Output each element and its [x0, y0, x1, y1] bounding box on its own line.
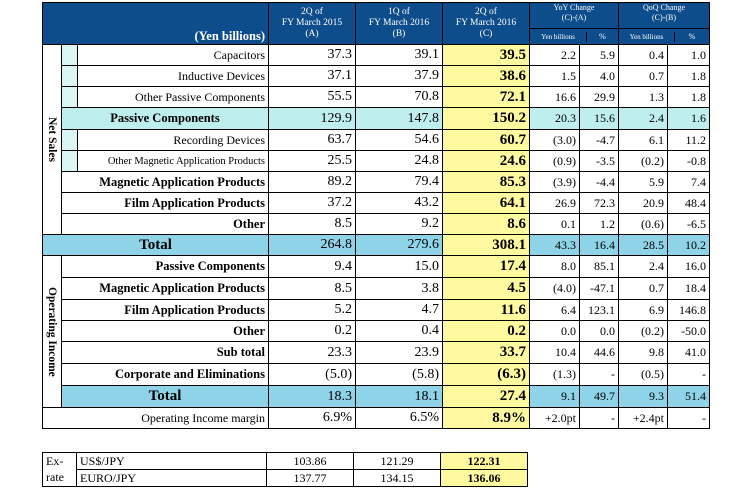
- qoq-percent: 1.0: [668, 45, 710, 66]
- qoq-value: 0.7: [619, 66, 668, 87]
- operating-income-row: [43, 321, 710, 342]
- net-sales-row: [43, 66, 710, 87]
- net-sales-row: [43, 87, 710, 108]
- net-sales-row: [43, 214, 710, 235]
- row-label: Inductive Devices: [78, 66, 269, 87]
- row-label: Passive Components: [62, 108, 269, 130]
- yoy-percent: 16.4: [580, 235, 619, 256]
- row-label: Other: [62, 214, 269, 235]
- qoq-percent: -50.0: [668, 321, 710, 342]
- value-c: 64.1: [443, 193, 530, 214]
- yoy-value: 0.0: [530, 321, 580, 342]
- value-a: 18.3: [269, 386, 356, 408]
- indent-cell: [62, 45, 78, 66]
- net-sales-row: [43, 193, 710, 214]
- value-b: (5.8): [356, 364, 443, 386]
- qoq-value: 2.4: [619, 108, 668, 130]
- exchange-value-c: 136.06: [441, 470, 528, 487]
- qoq-percent: 1.6: [668, 108, 710, 130]
- value-b: 39.1: [356, 45, 443, 66]
- row-label: Total: [43, 235, 269, 256]
- indent-cell: [62, 66, 78, 87]
- operating-income-row: [43, 342, 710, 364]
- yoy-unit: Yen billions: [530, 32, 587, 42]
- yoy-percent: -4.4: [580, 172, 619, 193]
- yoy-value: 8.0: [530, 256, 580, 278]
- col-c-line2: FY March 2016: [455, 18, 517, 28]
- yoy-percent: -: [580, 364, 619, 386]
- value-b: 37.9: [356, 66, 443, 87]
- exchange-value-a: 137.77: [267, 470, 354, 487]
- qoq-percent: -0.8: [668, 151, 710, 172]
- value-c: (6.3): [443, 364, 530, 386]
- operating-income-total-row: [43, 386, 710, 408]
- yoy-percent: 123.1: [580, 300, 619, 321]
- yoy-percent: -3.5: [580, 151, 619, 172]
- indent-cell: [62, 87, 78, 108]
- value-a: 23.3: [269, 342, 356, 364]
- row-label: Magnetic Application Products: [62, 172, 269, 193]
- qoq-value: 6.1: [619, 130, 668, 151]
- value-c: 4.5: [443, 278, 530, 300]
- value-a: 8.5: [269, 214, 356, 235]
- value-a: 37.3: [269, 45, 356, 66]
- yoy-value: (1.3): [530, 364, 580, 386]
- row-label: Total: [62, 386, 269, 408]
- exchange-label: US$/JPY: [77, 453, 267, 470]
- yoy-percent: 72.3: [580, 193, 619, 214]
- yoy-value: 2.2: [530, 45, 580, 66]
- qoq-value: (0.2): [619, 151, 668, 172]
- qoq-pct: %: [688, 31, 696, 41]
- col-a-line2: FY March 2015: [281, 18, 343, 28]
- yoy-header: [530, 3, 619, 45]
- yoy-value: 20.3: [530, 108, 580, 130]
- exchange-value-b: 121.29: [354, 453, 441, 470]
- operating-income-section-label: Operating Income: [43, 256, 62, 408]
- value-b: 54.6: [356, 130, 443, 151]
- qoq-unit: Yen billions: [619, 32, 675, 42]
- operating-income-row: [43, 278, 710, 300]
- yoy-percent: 29.9: [580, 87, 619, 108]
- unit-label: (Yen billions): [43, 3, 269, 45]
- yoy-percent: -4.7: [580, 130, 619, 151]
- yoy-value: 43.3: [530, 235, 580, 256]
- row-label: Film Application Products: [62, 300, 269, 321]
- value-c: 39.5: [443, 45, 530, 66]
- yoy-title: YoY Change: [553, 3, 595, 12]
- qoq-percent: 41.0: [668, 342, 710, 364]
- row-label: Recording Devices: [78, 130, 269, 151]
- value-a: 129.9: [269, 108, 356, 130]
- yoy-percent: 1.2: [580, 214, 619, 235]
- indent-cell: [62, 151, 78, 172]
- operating-margin-row: [43, 408, 710, 429]
- col-c-header: [443, 3, 530, 45]
- qoq-percent: -: [668, 364, 710, 386]
- yoy-percent: -: [580, 408, 619, 429]
- row-label: Sub total: [62, 342, 269, 364]
- qoq-percent: 146.8: [668, 300, 710, 321]
- value-b: 70.8: [356, 87, 443, 108]
- yoy-value: (0.9): [530, 151, 580, 172]
- value-b: 9.2: [356, 214, 443, 235]
- value-b: 3.8: [356, 278, 443, 300]
- qoq-percent: 1.8: [668, 66, 710, 87]
- value-b: 0.4: [356, 321, 443, 342]
- value-b: 147.8: [356, 108, 443, 130]
- yoy-percent: 44.6: [580, 342, 619, 364]
- financial-table-wrapper: [42, 2, 710, 429]
- yoy-value: 10.4: [530, 342, 580, 364]
- net-sales-row: [43, 130, 710, 151]
- col-a-line3: (A): [305, 29, 319, 39]
- qoq-formula: (C)-(B): [652, 13, 676, 22]
- yoy-value: (3.0): [530, 130, 580, 151]
- qoq-value: 1.3: [619, 87, 668, 108]
- value-b: 79.4: [356, 172, 443, 193]
- exchange-value-b: 134.15: [354, 470, 441, 487]
- value-a: 6.9%: [269, 408, 356, 429]
- yoy-value: (4.0): [530, 278, 580, 300]
- yoy-pct: %: [599, 31, 606, 41]
- value-b: 18.1: [356, 386, 443, 408]
- value-c: 11.6: [443, 300, 530, 321]
- yoy-percent: -47.1: [580, 278, 619, 300]
- value-c: 72.1: [443, 87, 530, 108]
- row-label: Other Magnetic Application Products: [78, 151, 269, 172]
- qoq-value: 0.7: [619, 278, 668, 300]
- net-sales-row: [43, 108, 710, 130]
- row-label: Film Application Products: [62, 193, 269, 214]
- row-label: Capacitors: [78, 45, 269, 66]
- qoq-percent: 48.4: [668, 193, 710, 214]
- qoq-percent: 1.8: [668, 87, 710, 108]
- yoy-value: 16.6: [530, 87, 580, 108]
- col-b-line2: FY March 2016: [368, 18, 430, 28]
- col-a-header: [269, 3, 356, 45]
- value-c: 38.6: [443, 66, 530, 87]
- qoq-value: 2.4: [619, 256, 668, 278]
- qoq-percent: 10.2: [668, 235, 710, 256]
- value-c: 308.1: [443, 235, 530, 256]
- value-a: 55.5: [269, 87, 356, 108]
- qoq-percent: -6.5: [668, 214, 710, 235]
- exchange-value-a: 103.86: [267, 453, 354, 470]
- value-b: 279.6: [356, 235, 443, 256]
- col-c-line1: 2Q of: [475, 7, 497, 17]
- exchange-row-euro: [43, 470, 528, 487]
- row-label: Operating Income margin: [43, 408, 269, 429]
- net-sales-section-label: Net Sales: [43, 45, 62, 235]
- value-a: (5.0): [269, 364, 356, 386]
- yoy-percent: 15.6: [580, 108, 619, 130]
- value-b: 23.9: [356, 342, 443, 364]
- value-c: 8.9%: [443, 408, 530, 429]
- value-b: 24.8: [356, 151, 443, 172]
- row-label: Other Passive Components: [78, 87, 269, 108]
- row-label: Other: [62, 321, 269, 342]
- value-c: 27.4: [443, 386, 530, 408]
- qoq-value: 20.9: [619, 193, 668, 214]
- value-b: 15.0: [356, 256, 443, 278]
- value-c: 0.2: [443, 321, 530, 342]
- yoy-value: 9.1: [530, 386, 580, 408]
- qoq-value: (0.5): [619, 364, 668, 386]
- value-c: 85.3: [443, 172, 530, 193]
- value-a: 89.2: [269, 172, 356, 193]
- net-sales-row: [43, 172, 710, 193]
- financial-summary-table: [42, 2, 710, 429]
- value-c: 24.6: [443, 151, 530, 172]
- row-label: Passive Components: [62, 256, 269, 278]
- exrate-label-top: Ex-: [43, 453, 77, 470]
- value-a: 25.5: [269, 151, 356, 172]
- qoq-value: +2.4pt: [619, 408, 668, 429]
- qoq-value: 0.4: [619, 45, 668, 66]
- value-a: 8.5: [269, 278, 356, 300]
- value-a: 9.4: [269, 256, 356, 278]
- exrate-label-bottom: rate: [43, 470, 77, 487]
- qoq-value: (0.2): [619, 321, 668, 342]
- indent-cell: [62, 130, 78, 151]
- yoy-value: (3.9): [530, 172, 580, 193]
- qoq-value: 9.8: [619, 342, 668, 364]
- exchange-label: EURO/JPY: [77, 470, 267, 487]
- header-row: [43, 3, 710, 45]
- row-label: Magnetic Application Products: [62, 278, 269, 300]
- yoy-value: 26.9: [530, 193, 580, 214]
- qoq-percent: 51.4: [668, 386, 710, 408]
- qoq-value: 5.9: [619, 172, 668, 193]
- value-c: 17.4: [443, 256, 530, 278]
- yoy-percent: 85.1: [580, 256, 619, 278]
- value-c: 8.6: [443, 214, 530, 235]
- qoq-value: 6.9: [619, 300, 668, 321]
- qoq-header: [619, 3, 710, 45]
- yoy-value: 0.1: [530, 214, 580, 235]
- qoq-value: 28.5: [619, 235, 668, 256]
- yoy-percent: 5.9: [580, 45, 619, 66]
- yoy-value: 1.5: [530, 66, 580, 87]
- value-c: 60.7: [443, 130, 530, 151]
- col-b-header: [356, 3, 443, 45]
- exchange-value-c: 122.31: [441, 453, 528, 470]
- value-a: 264.8: [269, 235, 356, 256]
- exchange-rate-table: [42, 452, 528, 487]
- value-a: 5.2: [269, 300, 356, 321]
- yoy-percent: 4.0: [580, 66, 619, 87]
- operating-income-row: [43, 364, 710, 386]
- qoq-percent: 11.2: [668, 130, 710, 151]
- exchange-row-usd: [43, 453, 528, 470]
- yoy-percent: 0.0: [580, 321, 619, 342]
- qoq-title: QoQ Change: [643, 3, 685, 12]
- value-a: 37.1: [269, 66, 356, 87]
- value-c: 150.2: [443, 108, 530, 130]
- row-label: Corporate and Eliminations: [62, 364, 269, 386]
- col-b-line3: (B): [392, 29, 406, 39]
- value-b: 6.5%: [356, 408, 443, 429]
- operating-income-row: [43, 300, 710, 321]
- qoq-percent: 18.4: [668, 278, 710, 300]
- operating-income-row: [43, 256, 710, 278]
- col-c-line3: (C): [479, 29, 493, 39]
- yoy-value: +2.0pt: [530, 408, 580, 429]
- yoy-formula: (C)-(A): [561, 13, 587, 22]
- value-b: 4.7: [356, 300, 443, 321]
- value-a: 63.7: [269, 130, 356, 151]
- value-a: 0.2: [269, 321, 356, 342]
- value-a: 37.2: [269, 193, 356, 214]
- value-b: 43.2: [356, 193, 443, 214]
- qoq-percent: -: [668, 408, 710, 429]
- net-sales-row: [43, 151, 710, 172]
- net-sales-row: [43, 45, 710, 66]
- value-c: 33.7: [443, 342, 530, 364]
- qoq-percent: 16.0: [668, 256, 710, 278]
- yoy-value: 6.4: [530, 300, 580, 321]
- qoq-value: (0.6): [619, 214, 668, 235]
- net-sales-total-row: [43, 235, 710, 256]
- col-a-line1: 2Q of: [301, 7, 323, 17]
- yoy-percent: 49.7: [580, 386, 619, 408]
- qoq-value: 9.3: [619, 386, 668, 408]
- qoq-percent: 7.4: [668, 172, 710, 193]
- col-b-line1: 1Q of: [388, 7, 410, 17]
